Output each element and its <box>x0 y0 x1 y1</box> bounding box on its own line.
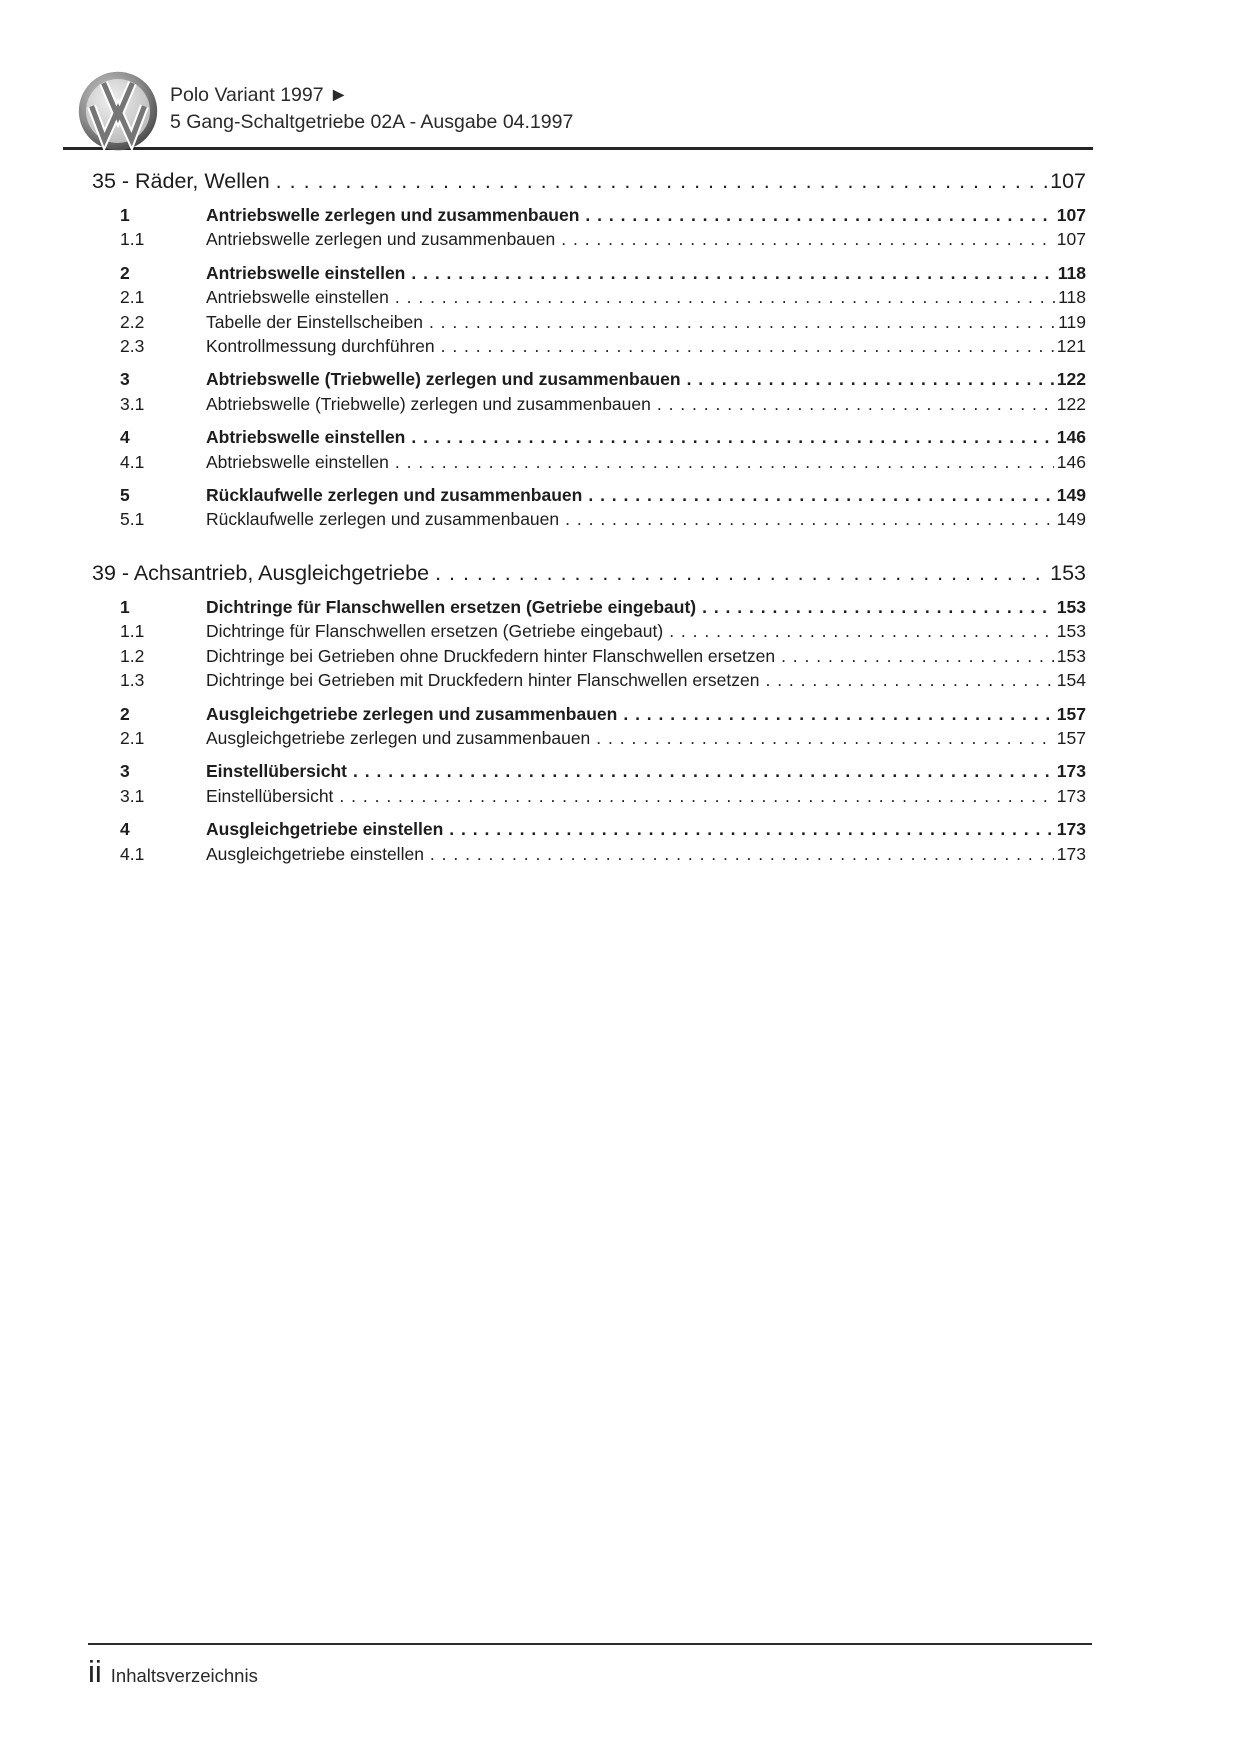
section-title: 35 - Räder, Wellen <box>92 169 270 193</box>
entry-title: Antriebswelle zerlegen und zusammenbauen <box>206 205 580 225</box>
header-document-line: 5 Gang-Schaltgetriebe 02A - Ausgabe 04.1997 <box>170 111 574 133</box>
dot-leader <box>555 227 1054 251</box>
entry-page-number: 107 <box>1056 229 1086 250</box>
entry-title: Abtriebswelle (Triebwelle) zerlegen und zusammenbauen <box>206 393 651 414</box>
entry-number: 4.1 <box>120 843 145 864</box>
entry-title: Ausgleichgetriebe einstellen <box>206 843 424 864</box>
entry-title: Abtriebswelle (Triebwelle) zerlegen und zusammenbauen <box>206 369 681 390</box>
toc-row <box>92 759 1086 783</box>
toc-row <box>92 784 1086 808</box>
section-page-number: 153 <box>1050 560 1086 585</box>
footer <box>88 1652 258 1692</box>
entry-page-number: 146 <box>1056 451 1086 472</box>
entry-page-number: 153 <box>1056 645 1086 666</box>
entry-number: 2 <box>120 262 130 283</box>
entry-title: Einstellübersicht <box>206 785 334 806</box>
toc-row <box>92 726 1086 750</box>
entry-page-number: 153 <box>1056 596 1086 617</box>
toc-section-heading <box>92 560 1086 587</box>
toc-row <box>92 285 1086 309</box>
entry-page-number: 121 <box>1056 336 1086 357</box>
entry-number: 1.1 <box>120 229 145 250</box>
footer-page-number: ii <box>88 1654 102 1689</box>
entry-title: Kontrollmessung durchführen <box>206 336 435 357</box>
dot-leader <box>681 367 1054 391</box>
entry-title: Tabelle der Einstellscheiben <box>206 311 423 332</box>
entry-page-number: 122 <box>1056 393 1086 414</box>
entry-title: Antriebswelle einstellen <box>206 287 389 308</box>
entry-title: Abtriebswelle einstellen <box>206 451 389 472</box>
toc-row <box>92 842 1086 866</box>
entry-page-number: 154 <box>1056 670 1086 691</box>
entry-page-number: 153 <box>1056 621 1086 642</box>
entry-title: Rücklaufwelle zerlegen und zusammenbauen <box>206 485 583 506</box>
toc-row <box>92 203 1086 227</box>
entry-number: 1 <box>120 205 130 225</box>
dot-leader <box>559 507 1054 531</box>
entry-page-number: 157 <box>1056 703 1086 724</box>
footer-divider <box>88 1643 1092 1645</box>
header-model-line: Polo Variant 1997 ► <box>170 84 349 106</box>
entry-number: 2.3 <box>120 336 145 357</box>
toc-row <box>92 367 1086 391</box>
section-title: 39 - Achsantrieb, Ausgleichgetriebe <box>92 560 430 585</box>
toc-row <box>92 483 1086 507</box>
toc-row <box>92 619 1086 643</box>
entry-page-number: 149 <box>1056 509 1086 530</box>
toc-row <box>92 595 1086 619</box>
entry-number: 1 <box>120 596 130 617</box>
dot-leader <box>429 560 1047 587</box>
dot-leader <box>696 595 1054 619</box>
footer-label: Inhaltsverzeichnis <box>110 1665 258 1686</box>
header <box>170 82 573 136</box>
entry-title: Rücklaufwelle zerlegen und zusammenbauen <box>206 509 560 530</box>
toc-row <box>92 668 1086 692</box>
header-divider <box>63 147 1093 150</box>
entry-page-number: 122 <box>1056 369 1086 390</box>
entry-page-number: 173 <box>1056 785 1086 806</box>
entry-title: Ausgleichgetriebe zerlegen und zusammenbauen <box>206 727 591 748</box>
entry-title: Einstellübersicht <box>206 761 348 782</box>
dot-leader <box>651 392 1054 416</box>
dot-leader <box>423 310 1055 334</box>
entry-page-number: 149 <box>1056 485 1086 506</box>
entry-number: 3.1 <box>120 393 145 414</box>
entry-page-number: 146 <box>1056 427 1086 448</box>
entry-number: 1.1 <box>120 621 145 642</box>
entry-page-number: 118 <box>1057 262 1086 283</box>
toc-row <box>92 261 1086 285</box>
dot-leader <box>579 203 1053 227</box>
toc-section-heading <box>92 168 1086 195</box>
dot-leader <box>347 759 1054 783</box>
entry-title: Ausgleichgetriebe einstellen <box>206 819 444 840</box>
entry-page-number: 173 <box>1056 843 1086 864</box>
entry-title: Ausgleichgetriebe zerlegen und zusammenbauen <box>206 703 618 724</box>
dot-leader <box>435 334 1054 358</box>
table-of-contents <box>92 168 1086 866</box>
dot-leader <box>663 619 1054 643</box>
entry-number: 4 <box>120 427 130 448</box>
entry-number: 4 <box>120 819 130 840</box>
entry-page-number: 157 <box>1056 727 1086 748</box>
toc-row <box>92 644 1086 668</box>
entry-number: 5 <box>120 485 130 506</box>
dot-leader <box>582 483 1053 507</box>
dot-leader <box>389 450 1054 474</box>
entry-page-number: 119 <box>1058 311 1086 332</box>
dot-leader <box>590 726 1054 750</box>
entry-number: 2 <box>120 703 130 724</box>
toc-row <box>92 507 1086 531</box>
entry-title: Antriebswelle zerlegen und zusammenbauen <box>206 229 556 250</box>
dot-leader <box>617 702 1053 726</box>
entry-page-number: 107 <box>1056 205 1086 225</box>
toc-row <box>92 450 1086 474</box>
toc-row <box>92 227 1086 251</box>
entry-number: 2.1 <box>120 287 145 308</box>
entry-number: 4.1 <box>120 451 145 472</box>
entry-number: 2.2 <box>120 311 145 332</box>
entry-number: 1.2 <box>120 645 145 666</box>
section-page-number: 107 <box>1050 169 1086 193</box>
entry-number: 3 <box>120 369 130 390</box>
dot-leader <box>405 261 1054 285</box>
entry-page-number: 173 <box>1056 819 1086 840</box>
entry-number: 5.1 <box>120 509 145 530</box>
entry-number: 2.1 <box>120 727 145 748</box>
toc-row <box>92 392 1086 416</box>
toc-row <box>92 310 1086 334</box>
dot-leader <box>775 644 1054 668</box>
dot-leader <box>759 668 1053 692</box>
entry-number: 1.3 <box>120 670 145 691</box>
entry-number: 3 <box>120 761 130 782</box>
entry-title: Antriebswelle einstellen <box>206 262 406 283</box>
toc-row <box>92 425 1086 449</box>
dot-leader <box>389 285 1055 309</box>
toc-row <box>92 702 1086 726</box>
dot-leader <box>443 817 1054 841</box>
entry-title: Dichtringe für Flanschwellen ersetzen (Getriebe eingebaut) <box>206 596 697 617</box>
toc-row <box>92 334 1086 358</box>
entry-page-number: 118 <box>1058 287 1086 308</box>
entry-title: Dichtringe bei Getrieben mit Druckfedern hinter Flanschwellen ersetzen <box>206 670 760 691</box>
toc-row <box>92 817 1086 841</box>
entry-title: Abtriebswelle einstellen <box>206 427 406 448</box>
entry-number: 3.1 <box>120 785 145 806</box>
vw-logo-icon <box>78 71 158 151</box>
dot-leader <box>270 168 1047 195</box>
dot-leader <box>333 784 1053 808</box>
entry-title: Dichtringe bei Getrieben ohne Druckfedern hinter Flanschwellen ersetzen <box>206 645 776 666</box>
dot-leader <box>424 842 1054 866</box>
entry-page-number: 173 <box>1056 761 1086 782</box>
dot-leader <box>405 425 1053 449</box>
entry-title: Dichtringe für Flanschwellen ersetzen (Getriebe eingebaut) <box>206 621 664 642</box>
